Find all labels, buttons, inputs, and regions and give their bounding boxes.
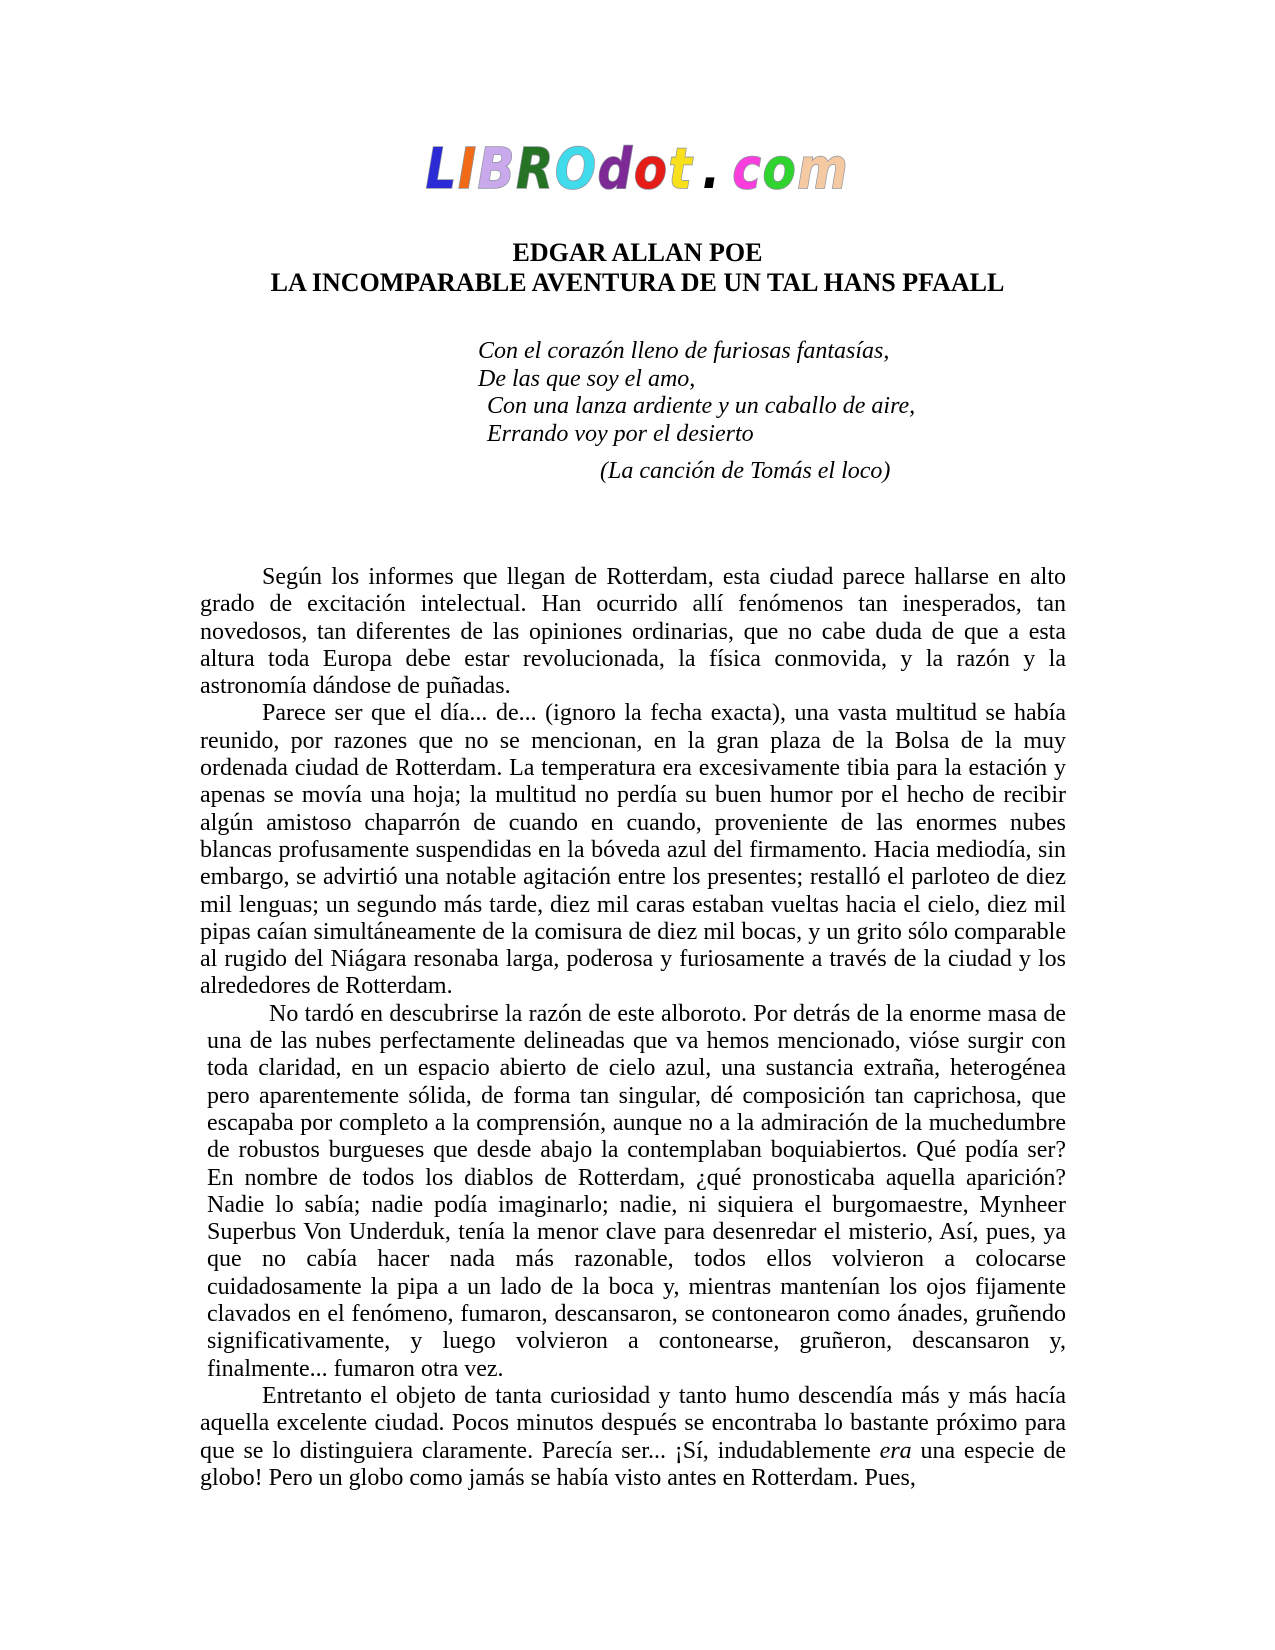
- epigraph-line: Errando voy por el desierto: [487, 420, 754, 447]
- body-paragraph-4: [200, 1383, 1066, 1492]
- logo-letter: B: [477, 137, 517, 202]
- logo-letter: c: [732, 137, 763, 202]
- logo-letter: m: [797, 137, 850, 202]
- logo-letter: L: [425, 137, 459, 202]
- epigraph-line: Con el corazón lleno de furiosas fantasías,: [478, 338, 890, 364]
- epigraph: [478, 338, 915, 448]
- body-paragraph-4-text: una especie de globo! Pero un globo como jamás se había visto antes en Rotterdam. Pues,: [200, 1437, 1067, 1491]
- logo-letter: d: [597, 137, 634, 202]
- body-paragraph-4-text: Entretanto el objeto de tanta curiosidad y tanto humo descendía más y más hacía aquella excelente ciudad. Pocos minutos después se encontraba lo bastante próximo para que se lo distinguiera claramente. Parecía ser... ¡Sí, indudablemente: [200, 1382, 1066, 1464]
- epigraph-line: Con una lanza ardiente y un caballo de aire,: [487, 393, 916, 419]
- epigraph-line: De las que soy el amo,: [478, 365, 696, 392]
- logo-letter: O: [554, 137, 598, 202]
- author-name: EDGAR ALLAN POE: [512, 238, 763, 267]
- logo-letter: o: [633, 137, 669, 202]
- logo-letter: R: [516, 137, 555, 202]
- story-title: LA INCOMPARABLE AVENTURA DE UN TAL HANS PFAALL: [270, 268, 1005, 297]
- body-paragraph-4-italic-word: era: [879, 1437, 912, 1464]
- logo-letter: I: [458, 137, 478, 202]
- logo-letter: o: [762, 137, 798, 202]
- body-paragraph-3: No tardó en descubrirse la razón de este alboroto. Por detrás de la enorme masa de una de las nubes perfectamente delineadas que va hemos mencionado, vióse surgir con toda claridad, en un espacio abierto de cielo azul, una sustancia extraña, heterogénea pero aparentemente sólida, de forma tan singular, dé composición tan caprichosa, que escapaba por completo a la comprensión, aunque no a la admiración de la muchedumbre de robustos burgueses que desde abajo la contemplaban boquiabiertos. Qué podía ser? En nombre de todos los diablos de Rotterdam, ¿qué pronosticaba aquella aparición? Nadie lo sabía; nadie podía imaginarlo; nadie, ni siquiera el burgomaestre, Mynheer Superbus Von Underduk, tenía la menor clave para desenredar el misterio, Así, pues, ya que no cabía hacer nada más razonable, todos ellos volvieron a colocarse cuidadosamente la pipa a un lado de la boca y, mientras mantenían los ojos fijamente clavados en el fenómeno, fumaron, descansaron, se contonearon como ánades, gruñendo significativamente, y luego volvieron a contonearse, gruñeron, descansaron y, finalmente... fumaron otra vez.: [207, 1000, 1066, 1382]
- logo-letter: t: [668, 137, 694, 202]
- story-body: [200, 564, 1066, 1492]
- logo-letter: .: [701, 137, 723, 202]
- librodot-logo: [89, 134, 1186, 206]
- body-paragraph-1: Según los informes que llegan de Rotterdam, esta ciudad parece hallarse en alto grado de excitación intelectual. Han ocurrido allí fenómenos tan inesperados, tan novedosos, tan diferentes de las opiniones ordinarias, que no cabe duda de que a esta altura toda Europa debe estar revolucionada, la física conmovida, y la razón y la astronomía dándose de puñadas.: [200, 564, 1066, 700]
- document-header: [0, 238, 1275, 298]
- epigraph-attribution: (La canción de Tomás el loco): [600, 458, 891, 484]
- body-paragraph-2: Parece ser que el día... de... (ignoro la fecha exacta), una vasta multitud se había reunido, por razones que no se mencionan, en la gran plaza de la Bolsa de la muy ordenada ciudad de Rotterdam. La temperatura era excesivamente tibia para la estación y apenas se movía una hoja; la multitud no perdía su buen humor por el hecho de recibir algún amistoso chaparrón de cuando en cuando, proveniente de las enormes nubes blancas profusamente suspendidas en la bóveda azul del firmamento. Hacia mediodía, sin embargo, se advirtió una notable agitación entre los presentes; restalló el parloteo de diez mil lenguas; un segundo más tarde, diez mil caras estaban vueltas hacia el cielo, diez mil pipas caían simultáneamente de la comisura de diez mil bocas, y un grito sólo comparable al rugido del Niágara resonaba larga, poderosa y furiosamente a través de la ciudad y los alrededores de Rotterdam.: [200, 700, 1066, 1000]
